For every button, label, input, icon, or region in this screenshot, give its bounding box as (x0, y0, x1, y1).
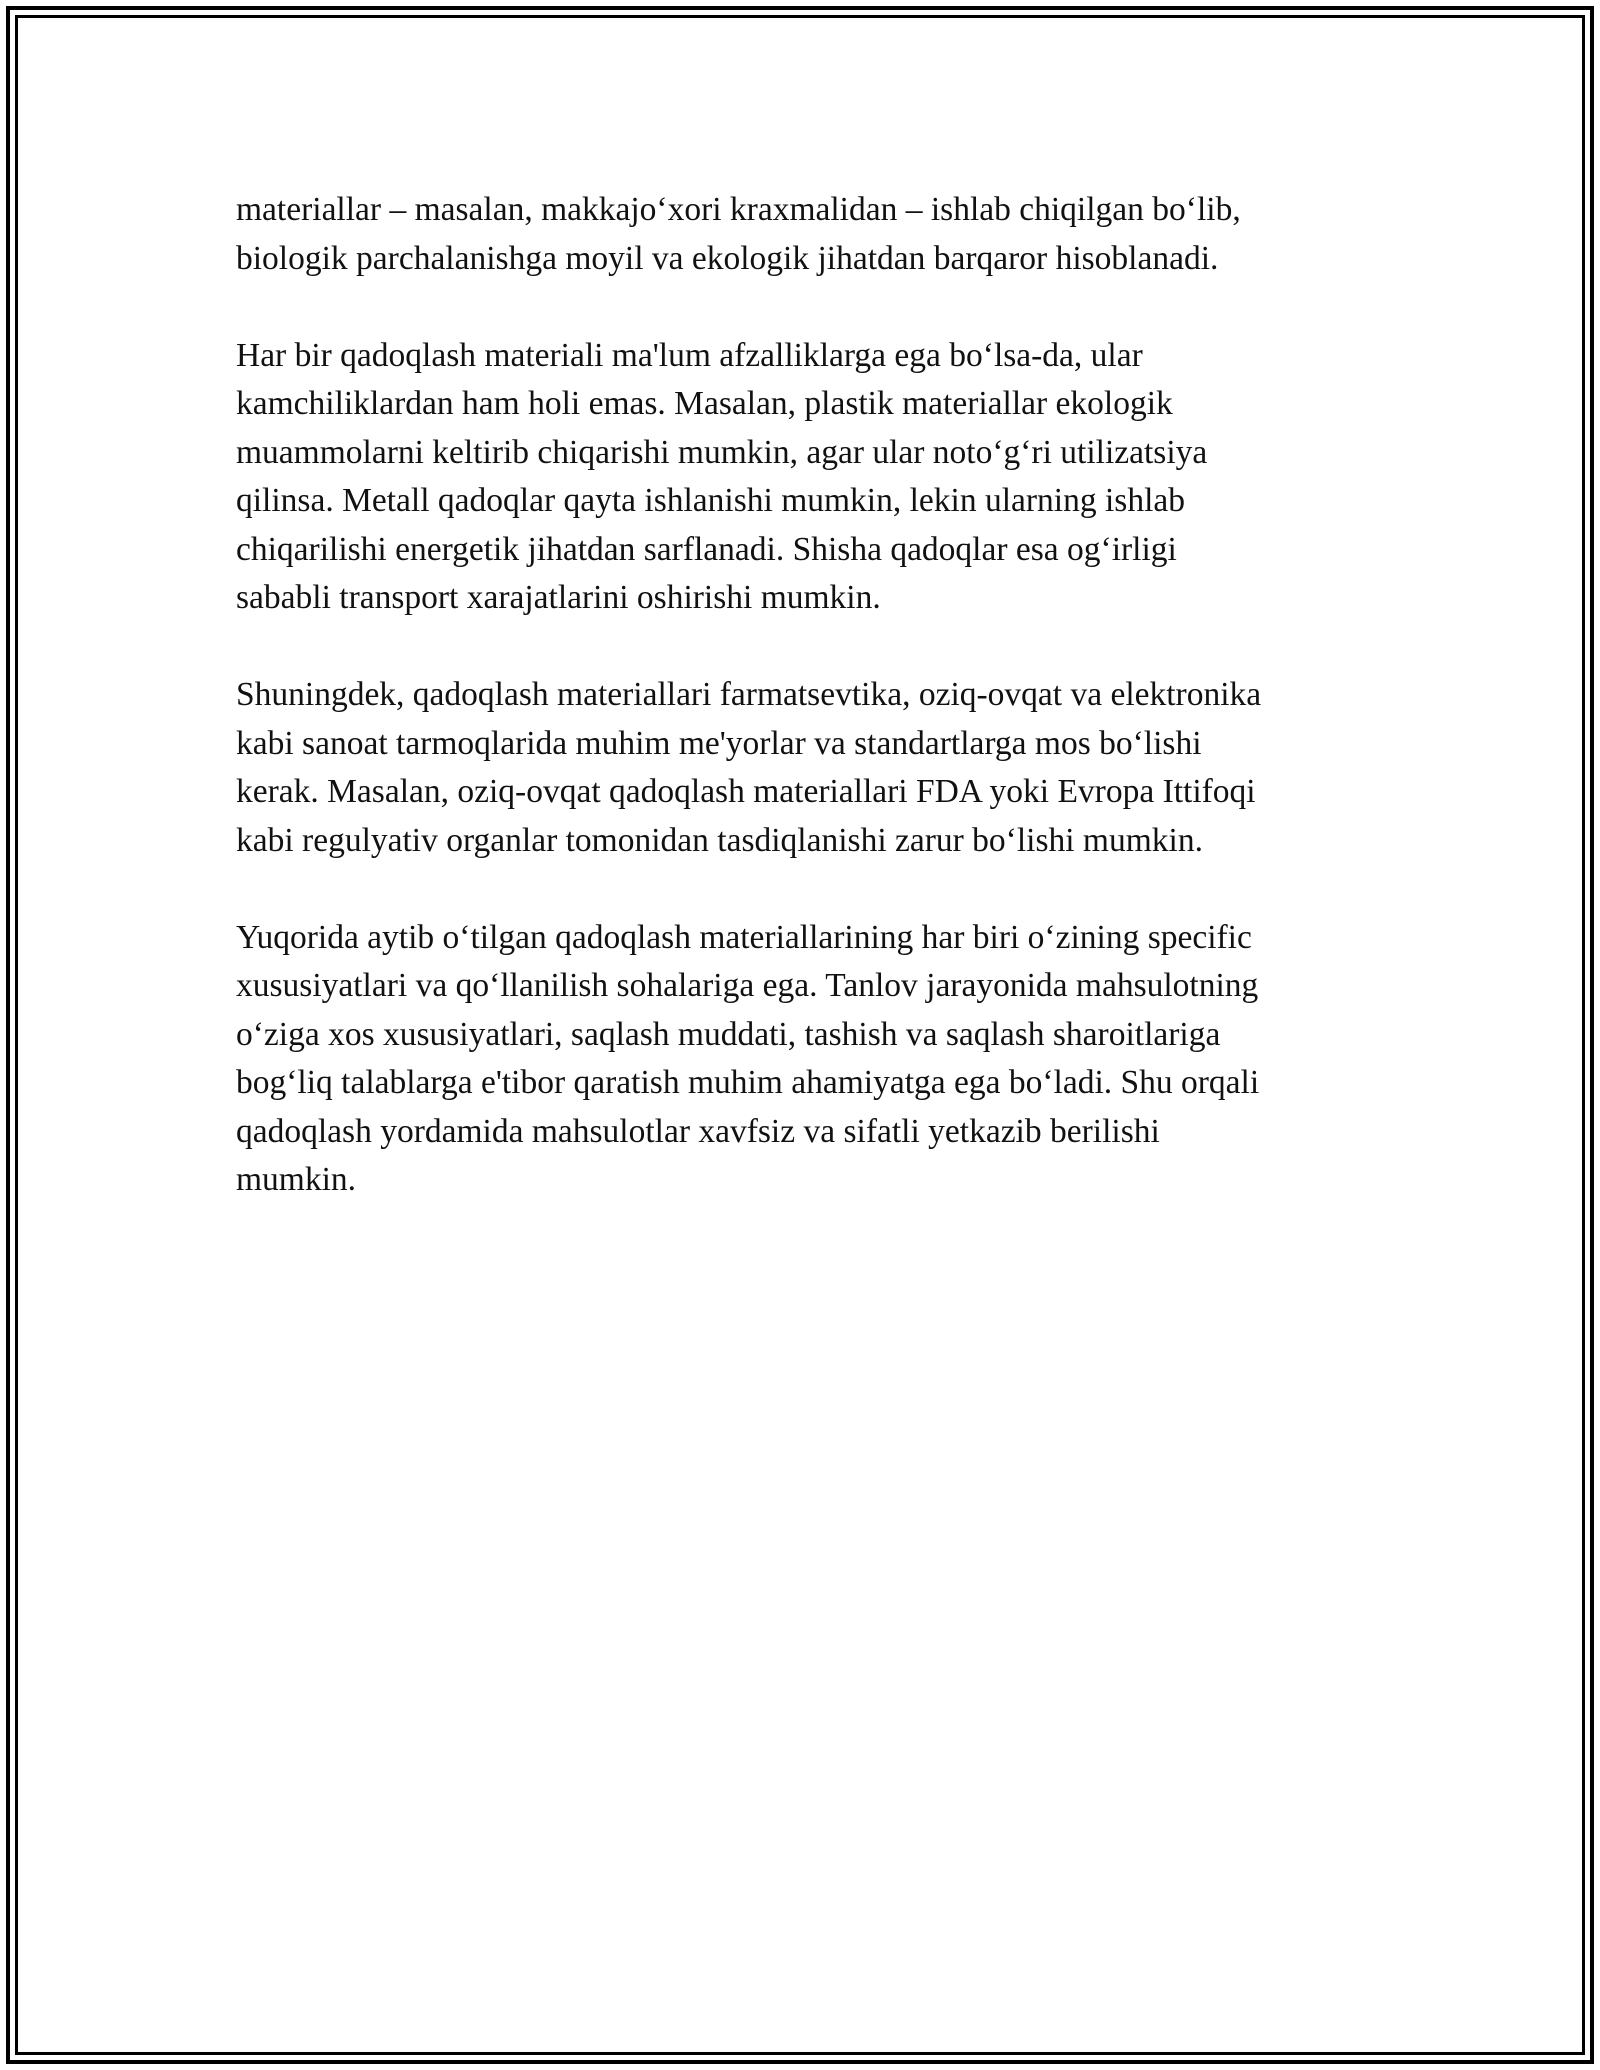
document-body (236, 186, 1366, 1253)
paragraph-4: Yuqorida aytib o‘tilgan qadoqlash materiallarining har biri o‘zining specific xususiyatlari va qo‘llanilish sohalariga ega. Tanlov jarayonida mahsulotning o‘ziga xos xususiyatlari, saqlash muddati, tashish va saqlash sharoitlariga bog‘liq talablarga e'tibor qaratish muhim ahamiyatga ega bo‘ladi. Shu orqali qadoqlash yordamida mahsulotlar xavfsiz va sifatli yetkazib berilishi mumkin. (236, 918, 1260, 1198)
paragraph-1: materiallar – masalan, makkajo‘xori kraxmalidan – ishlab chiqilgan bo‘lib, biologik parchalanishga moyil va ekologik jihatdan barqaror hisoblanadi. (236, 191, 1241, 277)
paragraph-2: Har bir qadoqlash materiali ma'lum afzalliklarga ega bo‘lsa-da, ular kamchiliklardan ham holi emas. Masalan, plastik materiallar ekologik muammolarni keltirib chiqarishi mumkin, agar ular noto‘g‘ri utilizatsiya qilinsa. Metall qadoqlar qayta ishlanishi mumkin, lekin ularning ishlab chiqarilishi energetik jihatdan sarflanadi. Shisha qadoqlar esa og‘irligi sababli transport xarajatlarini oshirishi mumkin. (236, 336, 1208, 616)
paragraph-3: Shuningdek, qadoqlash materiallari farmatsevtika, oziq-ovqat va elektronika kabi sanoat tarmoqlarida muhim me'yorlar va standartlarga mos bo‘lishi kerak. Masalan, oziq-ovqat qadoqlash materiallari FDA yoki Evropa Ittifoqi kabi regulyativ organlar tomonidan tasdiqlanishi zarur bo‘lishi mumkin. (236, 676, 1262, 859)
